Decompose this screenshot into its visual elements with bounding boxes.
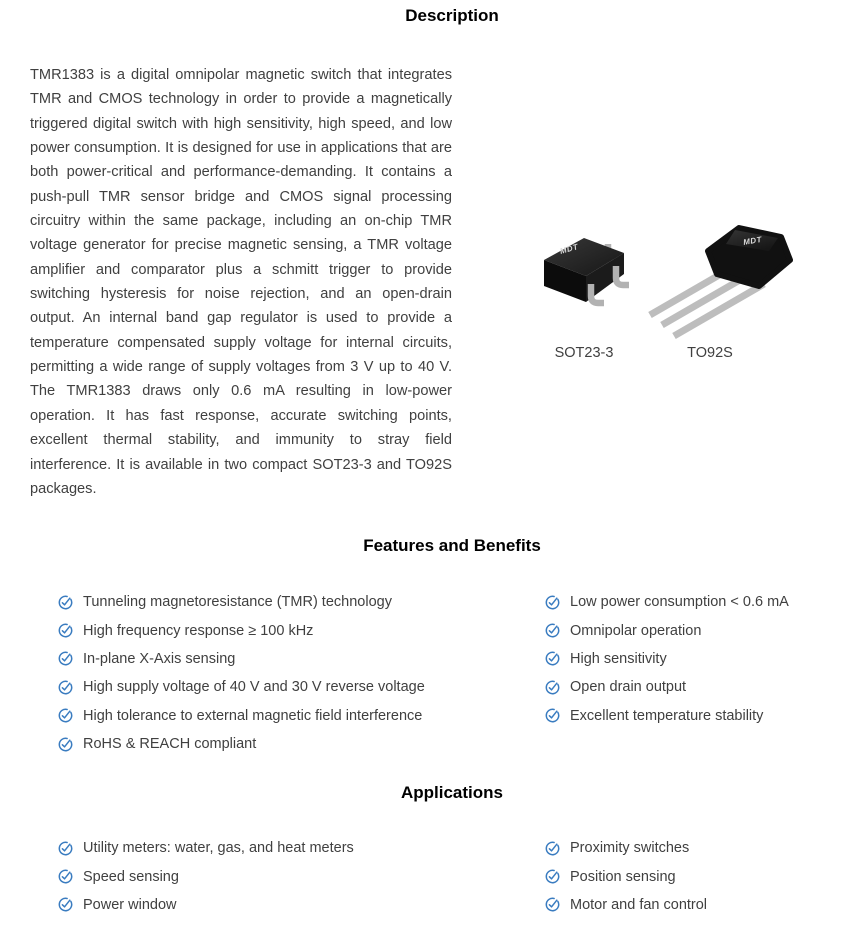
feature-item (58, 616, 425, 644)
feature-text: High supply voltage of 40 V and 30 V reverse voltage (83, 679, 425, 696)
application-item (58, 862, 354, 890)
feature-text: High tolerance to external magnetic field interference (83, 707, 423, 724)
sot23-3-package-image (530, 226, 636, 322)
check-circle-icon (58, 708, 73, 723)
application-text: Utility meters: water, gas, and heat meters (83, 840, 354, 857)
features-heading: Features and Benefits (363, 536, 541, 555)
application-text: Power window (83, 896, 177, 913)
check-circle-icon (58, 737, 73, 752)
feature-item (545, 702, 789, 730)
features-list-right (545, 588, 789, 730)
check-circle-icon (58, 841, 73, 856)
check-circle-icon (545, 651, 560, 666)
description-heading: Description (405, 6, 499, 25)
check-circle-icon (545, 708, 560, 723)
application-text: Position sensing (570, 868, 676, 885)
description-paragraph: TMR1383 is a digital omnipolar magnetic switch that integrates TMR and CMOS technology in order to provide a magnetically triggered digital switch with high sensitivity, high speed, and low power consumption. It is designed for use in applications that are both power-critical and performance-demanding. It contains a push-pull TMR sensor bridge and CMOS signal processing circuitry within the same package, including an on-chip TMR voltage generator for precise magnetic sensing, a TMR voltage amplifier and comparator plus a schmitt trigger to provide switching hysteresis for noise rejection, and an open-drain output. An internal band gap regulator is used to provide a temperature compensated supply voltage for internal circuits, permitting a wide range of supply voltages from 3 V up to 40 V. The TMR1383 draws only 0.6 mA resulting in low-power operation. It has fast response, accurate switching points, excellent thermal stability, and immunity to stray field interference. It is available in two compact SOT23-3 and TO92S packages. (30, 67, 452, 497)
feature-text: High frequency response ≥ 100 kHz (83, 622, 314, 639)
package-label-to92s: TO92S (687, 345, 733, 361)
check-circle-icon (545, 841, 560, 856)
check-circle-icon (58, 623, 73, 638)
check-circle-icon (545, 869, 560, 884)
application-item (58, 834, 354, 862)
application-item (545, 891, 707, 919)
check-circle-icon (545, 897, 560, 912)
feature-text: High sensitivity (570, 650, 667, 667)
chip-logo-text: MDT (742, 234, 763, 248)
check-circle-icon (58, 680, 73, 695)
feature-item (545, 673, 789, 701)
application-item (545, 862, 707, 890)
feature-item (545, 645, 789, 673)
feature-item (545, 616, 789, 644)
application-text: Proximity switches (570, 840, 690, 857)
check-circle-icon (545, 623, 560, 638)
package-label-sot23-3: SOT23-3 (554, 345, 614, 361)
feature-text: Open drain output (570, 679, 687, 696)
feature-item (545, 588, 789, 616)
check-circle-icon (58, 651, 73, 666)
check-circle-icon (58, 595, 73, 610)
application-item (545, 834, 707, 862)
check-circle-icon (58, 897, 73, 912)
feature-item (58, 673, 425, 701)
applications-list-left (58, 834, 354, 919)
feature-item (58, 645, 425, 673)
applications-list-right (545, 834, 707, 919)
feature-text: Omnipolar operation (570, 622, 702, 639)
application-item (58, 891, 354, 919)
feature-item (58, 702, 425, 730)
to92s-package-image (640, 218, 798, 344)
application-text: Motor and fan control (570, 896, 708, 913)
check-circle-icon (58, 869, 73, 884)
feature-text: In-plane X-Axis sensing (83, 650, 236, 667)
applications-heading: Applications (400, 783, 503, 802)
application-text: Speed sensing (83, 868, 179, 885)
check-circle-icon (545, 680, 560, 695)
feature-item (58, 588, 425, 616)
feature-item (58, 730, 425, 758)
feature-text: Excellent temperature stability (570, 707, 764, 724)
feature-text: Low power consumption < 0.6 mA (570, 594, 789, 611)
feature-text: Tunneling magnetoresistance (TMR) technology (83, 594, 392, 611)
feature-text: RoHS & REACH compliant (83, 736, 257, 753)
check-circle-icon (545, 595, 560, 610)
features-list-left (58, 588, 425, 758)
chip-logo-text: MDT (558, 242, 580, 256)
